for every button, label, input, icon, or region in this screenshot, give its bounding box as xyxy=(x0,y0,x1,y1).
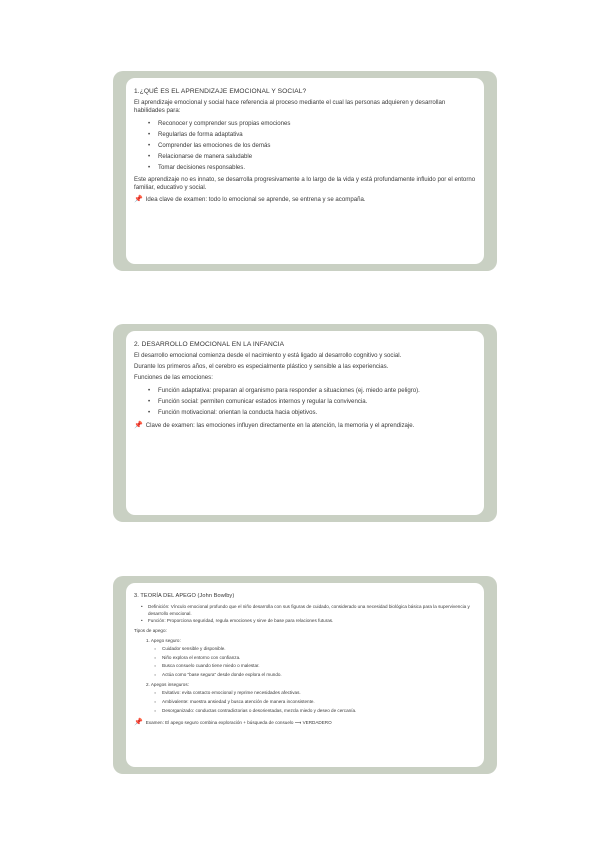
list-item: • Función social: permiten comunicar estados internos y regular la convivencia. xyxy=(158,396,476,407)
pushpin-icon: 📌 xyxy=(134,422,143,429)
insecure-attachment-list xyxy=(134,689,476,715)
slide-1-card xyxy=(126,78,484,264)
slide-1-note-text: Idea clave de examen: todo lo emocional se aprende, se entrena y se acompaña. xyxy=(145,196,366,203)
pushpin-icon: 📌 xyxy=(134,719,143,727)
slide-1-list xyxy=(134,118,476,173)
slide-1-intro: El aprendizaje emocional y social hace referencia al proceso mediante el cual las personas adquieren y desarrollan habilidades para: xyxy=(134,99,446,114)
list-item: • Función: Proporciona seguridad, regula emociones y sirve de base para relaciones futuras. xyxy=(148,617,476,624)
list-item: • Regularlas de forma adaptativa xyxy=(158,129,476,140)
list-item: • Función motivacional: orientan la conducta hacia objetivos. xyxy=(158,407,476,418)
secure-attachment-label: 1. Apego seguro: xyxy=(146,638,181,643)
list-item: ○ Actúa como "base segura" desde donde explora el mundo. xyxy=(162,671,476,680)
list-item: • Función adaptativa: preparan al organismo para responder a situaciones (ej. miedo ante peligro). xyxy=(158,385,476,396)
slide-3-card xyxy=(126,583,484,767)
slide-2-p1: El desarrollo emocional comienza desde el nacimiento y está ligado al desarrollo cognitivo y social. xyxy=(134,352,402,359)
list-item: ○ Evitativo: evita contacto emocional y reprime necesidades afectivas. xyxy=(162,689,476,698)
slide-2-card xyxy=(126,331,484,515)
list-item: ○ Desorganizado: conductas contradictorias o desorientadas, mezcla miedo y deseo de cercanía. xyxy=(162,707,476,716)
slide-2-p2: Durante los primeros años, el cerebro es especialmente plástico y sensible a las experiencias. xyxy=(134,363,389,370)
slide-2-p3: Funciones de las emociones: xyxy=(134,374,213,381)
pushpin-icon: 📌 xyxy=(134,196,143,203)
slide-1-paragraph: Este aprendizaje no es innato, se desarrolla progresivamente a lo largo de la vida y está profundamente influido por el entorno familiar, educativo y social. xyxy=(134,176,476,191)
slide-2-note xyxy=(134,421,476,430)
slide-3-types-label: Tipos de apego: xyxy=(134,628,167,633)
list-item: • Comprender las emociones de los demás xyxy=(158,140,476,151)
list-item: • Tomar decisiones responsables. xyxy=(158,162,476,173)
list-item: • Relacionarse de manera saludable xyxy=(158,151,476,162)
slide-3 xyxy=(113,576,497,774)
slide-2-title: 2. DESARROLLO EMOCIONAL EN LA INFANCIA xyxy=(134,341,285,348)
insecure-attachment-label: 2. Apegos inseguros: xyxy=(146,682,189,688)
list-item: ○ Busca consuelo cuando tiene miedo o malestar. xyxy=(162,662,476,671)
slide-3-note xyxy=(134,718,476,727)
list-item: • Definición: Vínculo emocional profundo que el niño desarrolla con sus figuras de cuidado, considerado una necesidad biológica básica para la supervivencia y desarrollo emocional. xyxy=(148,603,476,617)
secure-attachment-list xyxy=(134,645,476,679)
slide-3-note-text: Examen: El apego seguro combina exploración + búsqueda de consuelo ⟶ VERDADERO xyxy=(145,720,332,726)
list-item: • Reconocer y comprender sus propias emociones xyxy=(158,118,476,129)
slide-2-list xyxy=(134,385,476,418)
slide-1-title: 1.¿QUÉ ES EL APRENDIZAJE EMOCIONAL Y SOCIAL? xyxy=(134,88,307,95)
slide-3-title: 3. TEORÍA DEL APEGO (John Bowlby) xyxy=(134,593,235,599)
slide-2-note-text: Clave de examen: las emociones influyen directamente en la atención, la memoria y el aprendizaje. xyxy=(145,422,415,429)
list-item: ○ Niño explora el entorno con confianza. xyxy=(162,654,476,663)
slide-1-note xyxy=(134,195,476,204)
slide-2 xyxy=(113,324,497,522)
slide-1 xyxy=(113,71,497,271)
list-item: ○ Ambivalente: muestra ansiedad y busca atención de manera inconsistente. xyxy=(162,698,476,707)
slide-3-list xyxy=(134,603,476,624)
list-item: ○ Cuidador sensible y disponible. xyxy=(162,645,476,654)
